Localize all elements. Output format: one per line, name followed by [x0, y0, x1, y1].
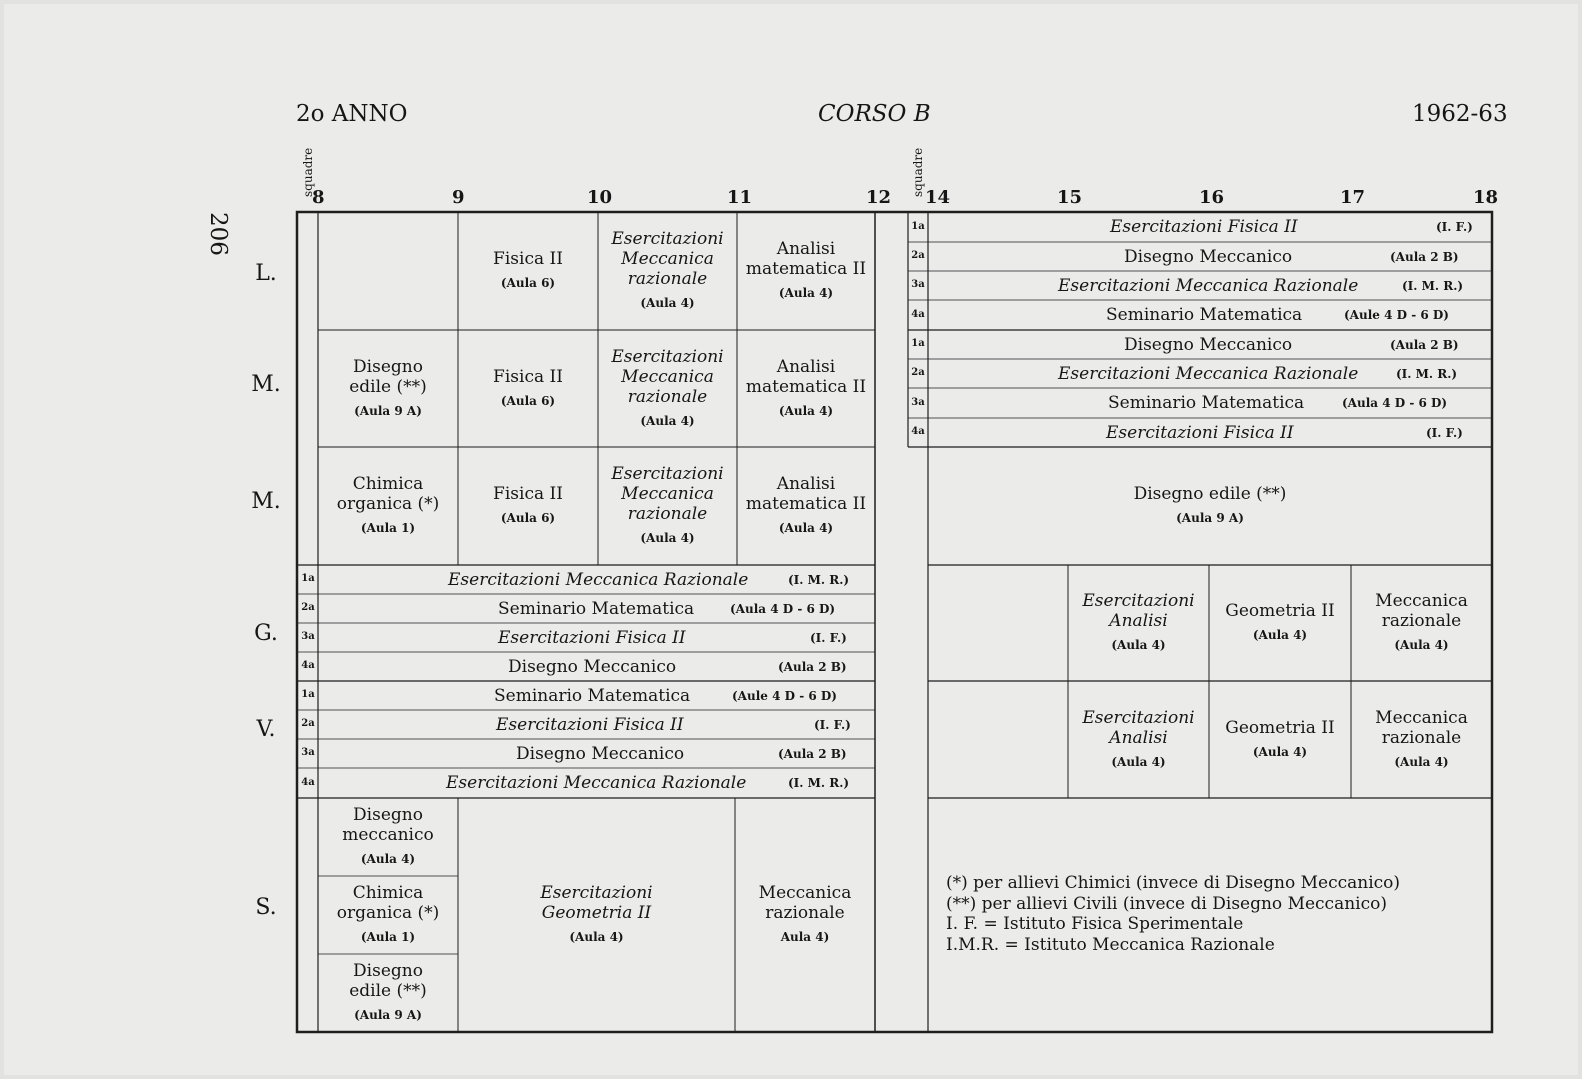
- day-label-saturday: S.: [255, 895, 277, 920]
- lesson-line: Geometria II: [1225, 601, 1335, 621]
- lesson-room: (Aula 4): [640, 296, 695, 310]
- row-room: (Aula 2 B): [1390, 337, 1459, 352]
- lesson-line: razionale: [1381, 727, 1462, 748]
- lesson-room: (Aula 4): [640, 413, 695, 428]
- hour-label: 11: [727, 187, 753, 208]
- lesson-line: Meccanica: [1375, 707, 1468, 728]
- monday-afternoon-row: [928, 242, 1492, 271]
- lesson-line: Analisi: [776, 356, 836, 377]
- ordinal-label: 1a: [911, 221, 925, 232]
- lesson-analisi-monday: [737, 212, 875, 330]
- lesson-line: Meccanica: [758, 883, 852, 903]
- row-room: (I. F.): [1426, 425, 1463, 440]
- lesson-line: razionale: [627, 269, 708, 289]
- lesson-room: (Aula 4): [569, 930, 624, 944]
- lesson-room: (Aula 6): [500, 511, 556, 525]
- tuesday-afternoon-row: [928, 359, 1492, 388]
- academic-year: 1962-63: [1412, 101, 1508, 127]
- lesson-line: Analisi: [776, 474, 836, 494]
- lesson-room: (Aula 4): [640, 531, 695, 545]
- lesson-line: razionale: [627, 504, 708, 524]
- row-subject: Seminario Matematica: [498, 598, 695, 619]
- friday-morning-row: [318, 681, 875, 710]
- lesson-fisica-monday: [458, 212, 598, 330]
- ordinal-label: 1a: [301, 689, 315, 700]
- lesson-disegno-edile-wednesday-afternoon: [928, 447, 1492, 565]
- lesson-mecraz-saturday: [735, 798, 875, 1032]
- lesson-fisica-tuesday: [458, 330, 598, 447]
- lesson-room: (Aula 4): [778, 521, 834, 535]
- lesson-line: Chimica: [352, 883, 424, 903]
- row-room: (Aula 2 B): [778, 659, 847, 674]
- ordinal-label: 4a: [911, 426, 925, 437]
- row-subject: Seminario Matematica: [494, 685, 691, 706]
- lesson-room: (Aula 6): [500, 276, 556, 290]
- lesson-line: edile (**): [349, 376, 427, 397]
- lesson-room: (Aula 4): [778, 286, 834, 300]
- row-subject: Disegno Meccanico: [1124, 246, 1293, 267]
- hour-label: 17: [1340, 187, 1366, 208]
- ordinal-label: 2a: [301, 602, 315, 613]
- lesson-line: Analisi: [1109, 727, 1168, 748]
- ordinal-label: 1a: [911, 338, 925, 349]
- ordinal-label: 1a: [301, 573, 315, 584]
- row-subject: Esercitazioni Fisica II: [498, 627, 686, 648]
- lesson-disegno-meccanico-saturday: [318, 798, 458, 876]
- lesson-room: (Aula 1): [360, 521, 416, 535]
- lesson-line: Esercitazioni: [611, 464, 724, 484]
- footnote-imr: I.M.R. = Istituto Meccanica Razionale: [946, 935, 1275, 955]
- lesson-mecraz-thursday: [1351, 565, 1492, 681]
- lesson-line: meccanico: [342, 825, 434, 845]
- lesson-line: Esercitazioni: [611, 229, 724, 249]
- footnote-civili: (**) per allievi Civili (invece di Disegno Meccanico): [946, 894, 1387, 914]
- lesson-chimica-saturday: [318, 876, 458, 954]
- row-room: (I. F.): [810, 630, 847, 645]
- row-subject: Esercitazioni Fisica II: [1110, 217, 1298, 237]
- ordinal-label: 4a: [301, 660, 315, 671]
- row-room: (I. F.): [814, 717, 851, 732]
- lesson-line: matematica II: [745, 376, 867, 397]
- monday-afternoon-row: [928, 271, 1492, 300]
- lesson-room: (Aula 6): [500, 393, 556, 408]
- row-room: (Aula 2 B): [778, 746, 847, 761]
- course-title: CORSO B: [818, 101, 931, 127]
- row-room: (Aule 4 D - 6 D): [732, 688, 837, 703]
- row-subject: Seminario Matematica: [1106, 305, 1303, 325]
- lesson-analisi-wednesday: [737, 447, 875, 565]
- friday-morning-row: [318, 768, 875, 798]
- day-label-friday: V.: [256, 717, 276, 742]
- ordinal-label: 2a: [301, 718, 315, 729]
- row-subject: Disegno Meccanico: [508, 656, 677, 677]
- lesson-room: Aula 4): [780, 930, 830, 944]
- friday-morning-row: [318, 710, 875, 739]
- hour-label: 16: [1199, 187, 1225, 208]
- lesson-line: Esercitazioni: [1082, 707, 1195, 728]
- lesson-esgeom-saturday: [458, 798, 735, 1032]
- row-room: (Aula 4 D - 6 D): [730, 601, 836, 616]
- lesson-esan-friday: [1068, 681, 1209, 798]
- lesson-disegno-edile-saturday: [318, 954, 458, 1032]
- lesson-line: matematica II: [745, 259, 867, 279]
- lesson-line: matematica II: [745, 494, 867, 514]
- lesson-room: (Aula 9 A): [1176, 511, 1244, 525]
- lesson-line: Esercitazioni: [611, 346, 724, 367]
- lesson-room: (Aula 9 A): [354, 1008, 422, 1022]
- lesson-line: Disegno: [353, 805, 423, 825]
- day-label-thursday: G.: [254, 621, 278, 646]
- lesson-line: Meccanica: [621, 366, 714, 387]
- lesson-line: Esercitazioni: [540, 883, 653, 903]
- lesson-line: edile (**): [349, 981, 427, 1001]
- tuesday-afternoon-row: [928, 330, 1492, 359]
- lesson-chimica-wednesday: [318, 447, 458, 565]
- page-number: 206: [205, 212, 231, 256]
- hour-label: 9: [452, 187, 465, 208]
- ordinal-label: 3a: [911, 279, 925, 290]
- row-room: (Aula 2 B): [1390, 249, 1459, 264]
- lesson-geom-thursday: [1209, 565, 1351, 681]
- row-room: (I. M. R.): [788, 776, 850, 790]
- footnote-chimici: (*) per allievi Chimici (invece di Disegno Meccanico): [946, 873, 1401, 893]
- row-room: (I. M. R.): [1402, 278, 1464, 293]
- row-subject: Esercitazioni Meccanica Razionale: [448, 569, 749, 590]
- ordinal-label: 2a: [911, 367, 925, 378]
- lesson-room: (Aula 4): [1252, 744, 1308, 759]
- row-subject: Disegno Meccanico: [516, 743, 685, 764]
- lesson-esmec-monday: [598, 212, 737, 330]
- monday-afternoon-row: [928, 300, 1492, 330]
- squadre-label-afternoon: squadre: [911, 147, 925, 197]
- friday-morning-row: [318, 739, 875, 768]
- lesson-esan-thursday: [1068, 565, 1209, 681]
- lesson-name: Fisica II: [493, 366, 563, 387]
- thursday-morning-row: [318, 652, 875, 681]
- lesson-line: organica (*): [336, 903, 440, 923]
- thursday-morning-row: [318, 594, 875, 623]
- row-subject: Esercitazioni Meccanica Razionale: [1058, 275, 1359, 296]
- lesson-fisica-wednesday: [458, 447, 598, 565]
- hour-label: 12: [866, 187, 892, 208]
- footnote-if: I. F. = Istituto Fisica Sperimentale: [946, 914, 1244, 934]
- hour-label: 10: [587, 187, 613, 208]
- ordinal-label: 4a: [301, 777, 315, 788]
- day-label-monday: L.: [255, 261, 277, 286]
- lesson-line: Chimica: [352, 474, 424, 494]
- row-room: (I. M. R.): [788, 572, 850, 587]
- hour-label: 15: [1057, 187, 1083, 208]
- lesson-name: Fisica II: [493, 249, 563, 269]
- lesson-room: (Aula 4): [778, 403, 834, 418]
- lesson-room: (Aula 4): [1252, 628, 1308, 642]
- row-room: (Aula 4 D - 6 D): [1342, 396, 1448, 410]
- ordinal-label: 3a: [301, 747, 315, 758]
- lesson-geom-friday: [1209, 681, 1351, 798]
- lesson-room: (Aula 4): [360, 852, 416, 866]
- lesson-esmec-tuesday: [598, 330, 737, 447]
- row-subject: Esercitazioni Meccanica Razionale: [1058, 363, 1359, 384]
- ordinal-label: 4a: [911, 309, 925, 320]
- lesson-esmec-wednesday: [598, 447, 737, 565]
- lesson-room: (Aula 1): [360, 930, 416, 944]
- lesson-room: (Aula 9 A): [354, 403, 422, 418]
- lesson-line: razionale: [627, 386, 708, 407]
- row-room: (I. M. R.): [1396, 366, 1458, 381]
- lesson-line: Geometria II: [541, 903, 652, 923]
- lesson-line: Meccanica: [621, 249, 714, 269]
- ordinal-label: 3a: [911, 397, 925, 408]
- lesson-mecraz-friday: [1351, 681, 1492, 798]
- row-room: (Aule 4 D - 6 D): [1344, 308, 1449, 322]
- lesson-room: (Aula 4): [1394, 754, 1449, 769]
- row-subject: Esercitazioni Fisica II: [496, 714, 684, 735]
- row-subject: Esercitazioni Meccanica Razionale: [446, 773, 747, 793]
- ordinal-label: 3a: [301, 631, 315, 642]
- lesson-line: Disegno edile (**): [1133, 484, 1287, 504]
- lesson-line: Analisi: [1109, 611, 1168, 631]
- squadre-label-morning: squadre: [301, 147, 315, 197]
- day-label-tuesday: M.: [251, 372, 281, 397]
- thursday-morning-row: [318, 623, 875, 652]
- year-label: 2o ANNO: [296, 101, 408, 127]
- lesson-line: Meccanica: [621, 484, 714, 504]
- lesson-line: Disegno: [353, 356, 423, 377]
- lesson-line: Geometria II: [1225, 717, 1335, 738]
- row-room: (I. F.): [1436, 220, 1473, 234]
- hour-label: 8: [312, 187, 325, 208]
- hour-label: 14: [925, 187, 951, 208]
- row-subject: Seminario Matematica: [1108, 393, 1305, 413]
- lesson-disegno-edile-tuesday: [318, 330, 458, 447]
- day-label-wednesday: M.: [251, 489, 281, 514]
- lesson-line: razionale: [765, 903, 845, 923]
- row-subject: Esercitazioni Fisica II: [1106, 422, 1294, 443]
- lesson-room: (Aula 4): [1394, 638, 1449, 652]
- lesson-room: (Aula 4): [1111, 638, 1166, 652]
- lesson-line: Esercitazioni: [1082, 591, 1195, 611]
- lesson-analisi-tuesday: [737, 330, 875, 447]
- monday-afternoon-row: [928, 212, 1492, 242]
- lesson-line: razionale: [1381, 611, 1462, 631]
- lesson-line: Meccanica: [1375, 591, 1468, 611]
- lesson-line: Analisi: [776, 239, 836, 259]
- lesson-name: Fisica II: [493, 484, 563, 504]
- hour-label: 18: [1473, 187, 1499, 208]
- row-subject: Disegno Meccanico: [1124, 334, 1293, 355]
- ordinal-label: 2a: [911, 250, 925, 261]
- lesson-line: Disegno: [353, 961, 423, 981]
- tuesday-afternoon-row: [928, 388, 1492, 418]
- lesson-room: (Aula 4): [1111, 754, 1166, 769]
- tuesday-afternoon-row: [928, 418, 1492, 447]
- thursday-morning-row: [318, 565, 875, 594]
- lesson-line: organica (*): [336, 494, 440, 514]
